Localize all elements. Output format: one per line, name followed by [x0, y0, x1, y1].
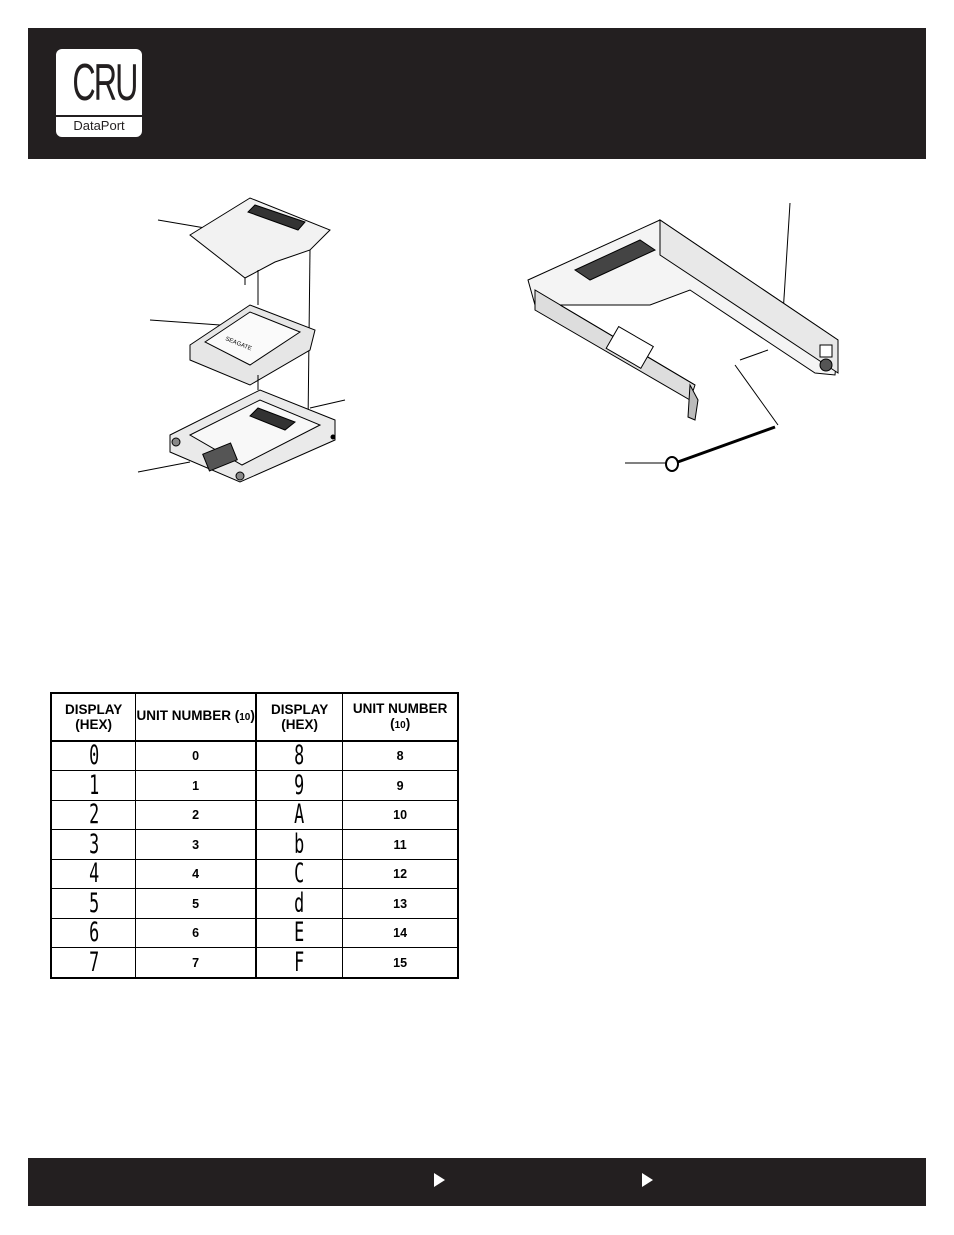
table-row [51, 771, 458, 801]
logo-product: DataPort [73, 118, 125, 133]
hex-digit: C [294, 858, 305, 890]
arrow-right-icon [642, 1173, 653, 1187]
unit-number: 1 [136, 771, 256, 801]
unit-number: 10 [343, 800, 458, 830]
column-header-display: DISPLAY (HEX) [51, 693, 136, 741]
column-header-unit-2: UNIT NUMBER (10) [343, 693, 458, 741]
table-row [51, 741, 458, 771]
table-row [51, 918, 458, 948]
hex-digit: 6 [88, 917, 99, 949]
unit-number: 6 [136, 918, 256, 948]
unit-number: 11 [343, 830, 458, 860]
hex-unit-table [50, 692, 459, 979]
hex-digit: A [294, 799, 305, 831]
unit-number: 0 [136, 741, 256, 771]
arrow-right-icon [434, 1173, 445, 1187]
cru-logo [56, 49, 142, 137]
table-header-row [51, 693, 458, 741]
unit-number: 14 [343, 918, 458, 948]
table-row [51, 859, 458, 889]
logo-brand: CRU [72, 54, 137, 112]
hex-digit: b [294, 828, 305, 860]
column-header-display-2: DISPLAY (HEX) [256, 693, 343, 741]
carrier-frame-illustration [520, 195, 880, 485]
hex-digit: 7 [88, 946, 99, 978]
hex-digit: E [294, 917, 305, 949]
unit-number: 7 [136, 948, 256, 978]
table-row [51, 830, 458, 860]
exploded-carrier-illustration [130, 190, 360, 500]
unit-number: 5 [136, 889, 256, 919]
page-footer [28, 1158, 926, 1206]
unit-number: 3 [136, 830, 256, 860]
hex-digit: 8 [294, 740, 305, 772]
hex-digit: 1 [88, 769, 99, 801]
table-row [51, 948, 458, 978]
hex-digit: 4 [88, 858, 99, 890]
hex-digit: d [294, 887, 305, 919]
column-header-unit: UNIT NUMBER (10) [136, 693, 256, 741]
unit-number: 15 [343, 948, 458, 978]
unit-number: 8 [343, 741, 458, 771]
unit-number: 13 [343, 889, 458, 919]
hex-digit: 9 [294, 769, 305, 801]
page-header [28, 28, 926, 159]
hex-digit: 0 [88, 740, 99, 772]
unit-number: 9 [343, 771, 458, 801]
hex-digit: F [294, 946, 305, 978]
hex-digit: 3 [88, 828, 99, 860]
unit-number: 2 [136, 800, 256, 830]
unit-number: 12 [343, 859, 458, 889]
unit-number: 4 [136, 859, 256, 889]
hex-digit: 2 [88, 799, 99, 831]
table-row [51, 889, 458, 919]
svg-text:SEAGATE: SEAGATE [224, 336, 253, 353]
table-row [51, 800, 458, 830]
hex-digit: 5 [88, 887, 99, 919]
